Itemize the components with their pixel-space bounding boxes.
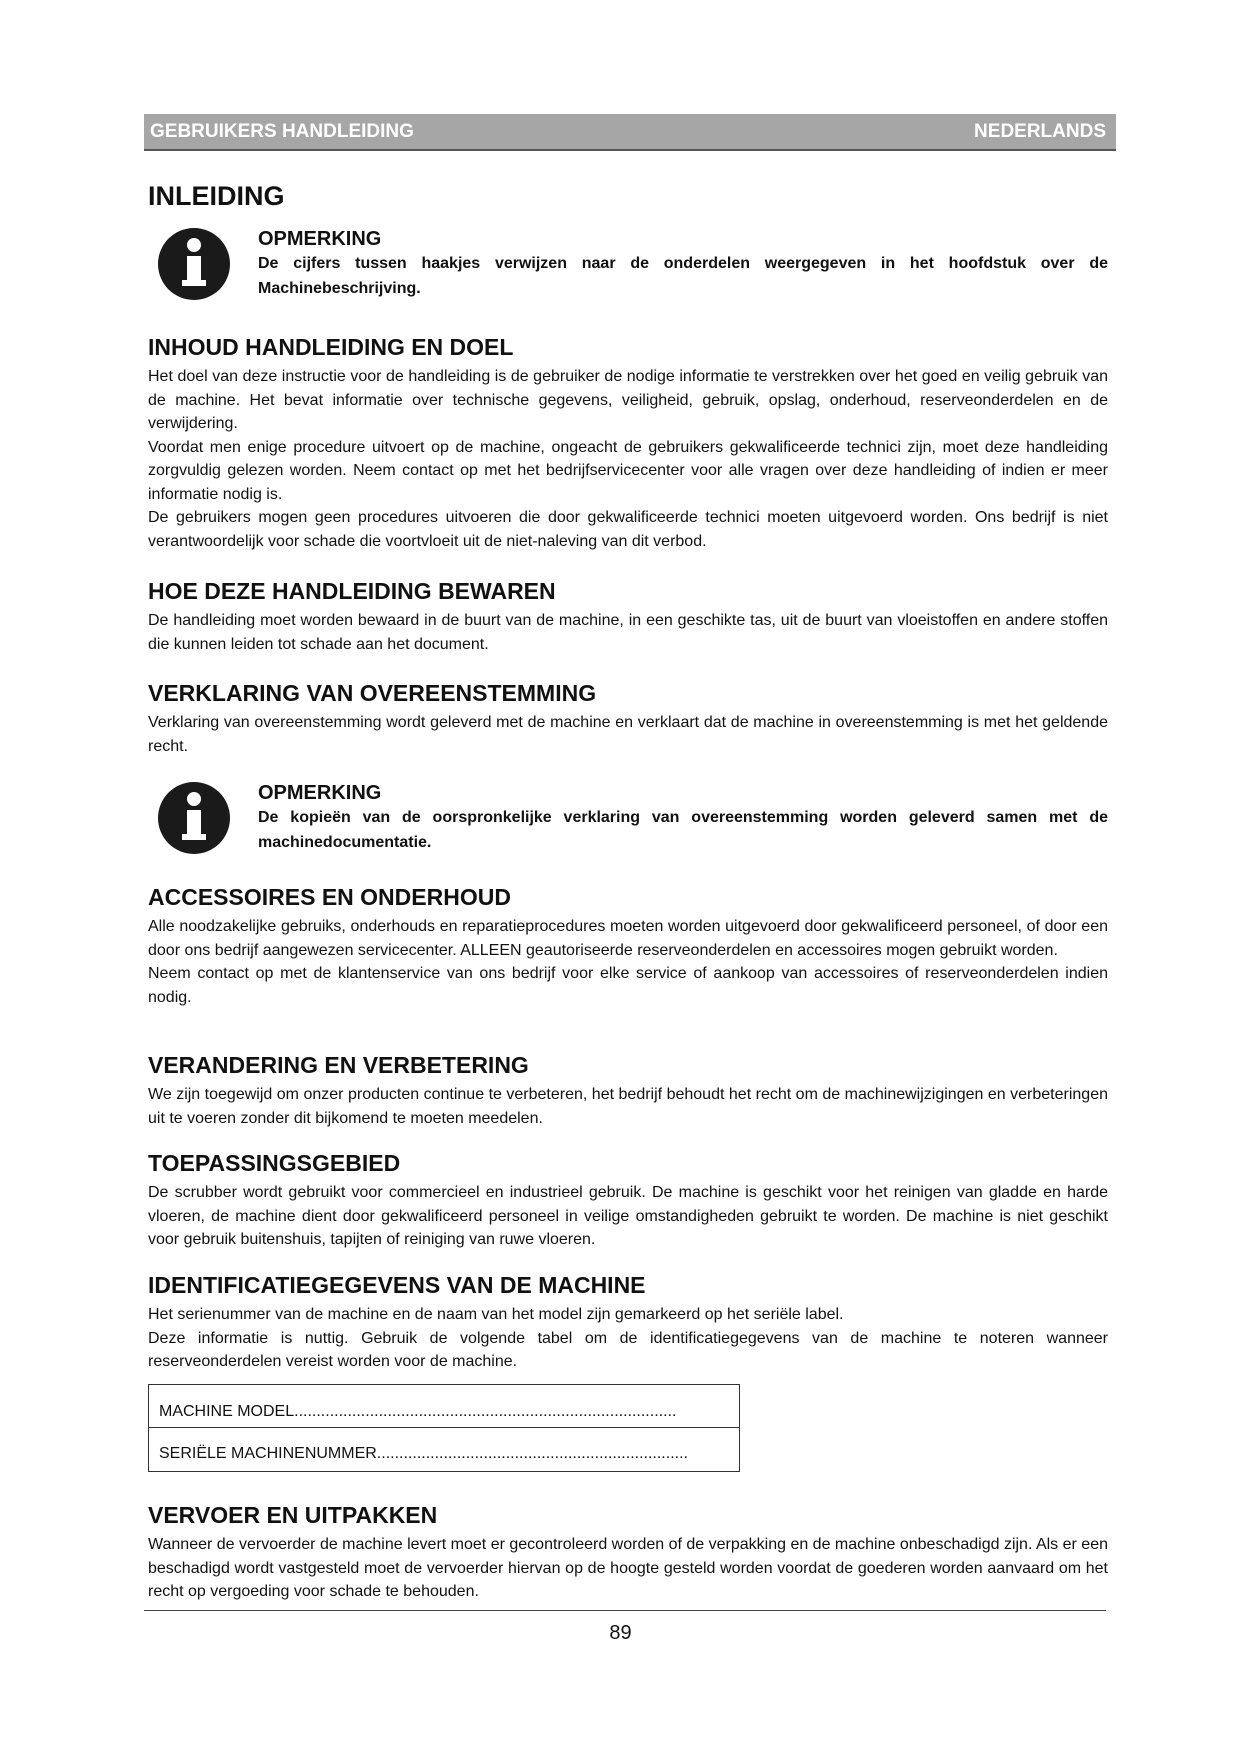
page-header <box>144 114 1116 151</box>
note-2-text: De kopieën van de oorspronkelijke verklaring van overeenstemming worden geleverd samen met de machinedocumentatie. <box>258 809 1108 851</box>
page-title: INLEIDING <box>148 181 285 211</box>
section-scope <box>148 1150 1108 1252</box>
section-conformity <box>148 680 1108 758</box>
section-contents-p2: Voordat men enige procedure uitvoert op de machine, ongeacht de gebruikers gekwalificeerde technici zijn, moet deze handleiding zorgvuldig gelezen worden. Neem contact op met het bedrijfservicecenter voor alle vragen over deze handleiding of indien er meer informatie nodig is. <box>148 438 1108 503</box>
note-2 <box>158 782 1108 862</box>
info-icon <box>158 228 230 300</box>
section-accessories-p2: Neem contact op met de klantenservice van ons bedrijf voor elke service of aankoop van accessoires of reserveonderdelen indien nodig. <box>148 965 1108 1006</box>
section-conformity-p1: Verklaring van overeenstemming wordt geleverd met de machine en verklaart dat de machine in overeenstemming is met het geldende recht. <box>148 714 1108 755</box>
section-accessories-p1: Alle noodzakelijke gebruiks, onderhouds en reparatieprocedures moeten worden uitgevoerd door gekwalificeerd personeel, of door een door ons bedrijf aangewezen servicecenter. ALLEEN geautoriseerde reserveonderdelen en accessoires mogen gebruikt worden. <box>148 918 1108 959</box>
identification-table <box>148 1384 740 1472</box>
section-contents-p3: De gebruikers mogen geen procedures uitvoeren die door gekwalificeerde technici moeten uitgevoerd worden. Ons bedrijf is niet verantwoordelijk voor schade die voortvloeit uit de niet-naleving van dit verbod. <box>148 509 1108 550</box>
note-2-title: OPMERKING <box>258 782 382 804</box>
section-transport <box>148 1502 1108 1604</box>
section-changes-p1: We zijn toegewijd om onzer producten continue te verbeteren, het bedrijf behoudt het recht om de machinewijzigingen en verbeteringen uit te voeren zonder dit bijkomend te moeten meedelen. <box>148 1086 1108 1127</box>
header-language: NEDERLANDS <box>974 121 1106 142</box>
section-identification-p2: Deze informatie is nuttig. Gebruik de volgende tabel om de identificatiegegevens van de machine te noteren wanneer reserveonderdelen vereist worden voor de machine. <box>148 1329 1108 1370</box>
section-changes <box>148 1052 1108 1130</box>
section-identification-p1: Het serienummer van de machine en de naam van het model zijn gemarkeerd op het seriële label. <box>148 1306 844 1323</box>
page-number: 89 <box>609 1622 632 1644</box>
section-transport-p1: Wanneer de vervoerder de machine levert moet er gecontroleerd worden of de verpakking en de machine onbeschadigd zijn. Als er een beschadigd wordt vastgesteld moet de vervoerder hiervan op de hoogte gesteld worden voordat de goederen worden aanvaard om het recht op vergoeding voor schade te behouden. <box>148 1536 1108 1600</box>
machine-model-field[interactable]: MACHINE MODEL...................................................................................... <box>159 1403 677 1420</box>
section-storage-p1: De handleiding moet worden bewaard in de buurt van de machine, in een geschikte tas, uit de buurt van vloeistoffen en andere stoffen die kunnen leiden tot schade aan het document. <box>148 612 1108 653</box>
note-1 <box>158 228 1108 308</box>
note-1-text: De cijfers tussen haakjes verwijzen naar de onderdelen weergegeven in het hoofdstuk over de Machinebeschrijving. <box>258 255 1108 297</box>
section-contents-p1: Het doel van deze instructie voor de handleiding is de gebruiker de nodige informatie te verstrekken over het goed en veilig gebruik van de machine. Het bevat informatie over technische gegevens, veiligheid, gebruik, opslag, onderhoud, reserveonderdelen en de verwijdering. <box>148 368 1108 432</box>
section-conformity-title: VERKLARING VAN OVEREENSTEMMING <box>148 680 597 706</box>
section-accessories <box>148 884 1108 1009</box>
info-icon <box>158 782 230 854</box>
section-storage <box>148 578 1108 656</box>
footer-divider <box>144 1610 1106 1611</box>
section-storage-title: HOE DEZE HANDLEIDING BEWAREN <box>148 578 556 604</box>
table-divider <box>149 1427 739 1428</box>
section-changes-title: VERANDERING EN VERBETERING <box>148 1052 529 1078</box>
section-accessories-title: ACCESSOIRES EN ONDERHOUD <box>148 884 511 910</box>
section-scope-p1: De scrubber wordt gebruikt voor commercieel en industrieel gebruik. De machine is geschikt voor het reinigen van gladde en harde vloeren, de machine dient door gekwalificeerd personeel in veilige omstandigheden gebruikt te worden. De machine is niet geschikt voor gebruik buitenshuis, tapijten of reiniging van ruwe vloeren. <box>148 1184 1108 1248</box>
section-scope-title: TOEPASSINGSGEBIED <box>148 1150 401 1176</box>
section-transport-title: VERVOER EN UITPAKKEN <box>148 1502 438 1528</box>
section-contents-title: INHOUD HANDLEIDING EN DOEL <box>148 334 514 360</box>
section-identification-title: IDENTIFICATIEGEGEVENS VAN DE MACHINE <box>148 1272 646 1298</box>
note-1-title: OPMERKING <box>258 228 382 250</box>
header-title: GEBRUIKERS HANDLEIDING <box>150 121 414 142</box>
main-title-block <box>148 181 1108 212</box>
serial-number-field[interactable]: SERIËLE MACHINENUMMER...................................................................... <box>159 1445 688 1462</box>
section-identification <box>148 1272 1108 1374</box>
section-contents <box>148 334 1108 553</box>
